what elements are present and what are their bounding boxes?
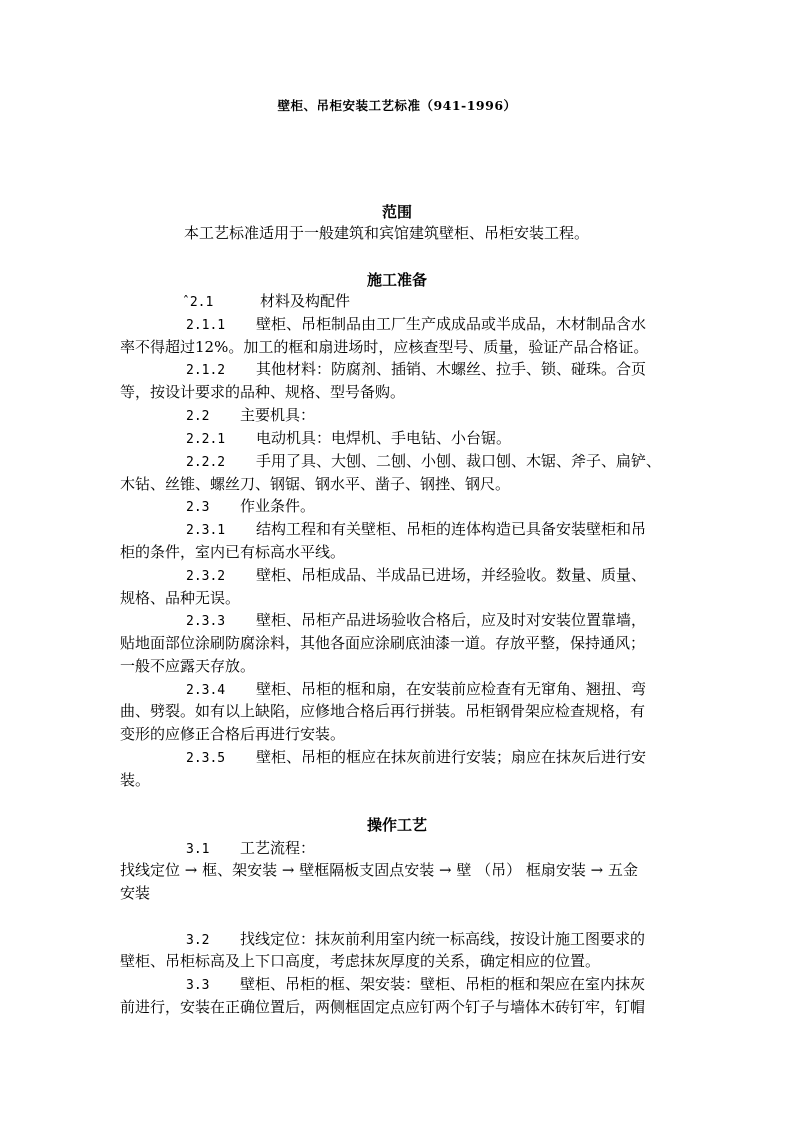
item-number: 2.3	[186, 500, 210, 515]
item-2-3	[186, 495, 315, 519]
item-number: 2.3.5	[186, 751, 226, 766]
item-3-1	[186, 837, 315, 861]
item-2-1-1-cont: 率不得超过12%。加工的框和扇进场时，应核查型号、质量，验证产品合格证。	[120, 338, 649, 356]
item-2-3-2-cont: 规格、品种无误。	[120, 589, 241, 607]
item-text: 其他材料：防腐剂、插销、木螺丝、拉手、锁、碰珠。合页	[256, 360, 647, 378]
item-3-3-cont: 前进行，安装在正确位置后，两侧框固定点应钉两个钉子与墙体木砖钉牢，钉帽	[120, 998, 646, 1016]
item-number: 3.1	[186, 842, 210, 857]
item-2-2-2-cont: 木钻、丝锥、螺丝刀、钢锯、钢水平、凿子、钢挫、钢尺。	[120, 475, 511, 493]
item-number: 2.2.2	[186, 455, 226, 470]
item-number: 2.3.1	[186, 523, 226, 538]
item-2-3-3-cont2: 一般不应露天存放。	[120, 657, 256, 675]
item-text: 手用了具、大刨、二刨、小刨、裁口刨、木锯、斧子、扁铲、	[256, 452, 662, 470]
item-number: 2.2.1	[186, 432, 226, 447]
item-2-3-2	[186, 564, 646, 588]
item-2-3-1	[186, 518, 646, 542]
item-2-3-3-cont: 贴地面部位涂刷防腐涂料，其他各面应涂刷底油漆一道。存放平整，保持通风；	[120, 634, 646, 652]
item-number: 3.2	[186, 933, 210, 948]
item-text: 工艺流程：	[240, 839, 316, 857]
scope-text: 本工艺标准适用于一般建筑和宾馆建筑壁柜、吊柜安装工程。	[184, 224, 590, 242]
item-2-3-4	[186, 678, 646, 702]
item-3-2-cont: 壁柜、吊柜标高及上下口高度，考虑抹灰厚度的关系，确定相应的位置。	[120, 952, 601, 970]
item-3-3	[186, 973, 645, 997]
item-number: 2.3.2	[186, 569, 226, 584]
item-text: 壁柜、吊柜的框、架安装：壁柜、吊柜的框和架应在室内抹灰	[240, 975, 646, 993]
item-2-1-1	[186, 313, 646, 337]
item-text: 作业条件。	[240, 497, 316, 515]
section-heading-ops: 操作工艺	[366, 816, 427, 834]
item-2-1	[182, 290, 350, 314]
item-2-1-2-cont: 等，按设计要求的品种、规格、型号备购。	[120, 383, 406, 401]
item-text: 电动机具：电焊机、手电钻、小台锯。	[256, 429, 512, 447]
item-2-2-1	[186, 427, 511, 451]
item-2-1-2	[186, 358, 646, 382]
item-number: 2.3.3	[186, 614, 226, 629]
item-2-3-5	[186, 746, 646, 770]
section-heading-prep: 施工准备	[366, 271, 427, 289]
item-3-2	[186, 928, 645, 952]
item-2-3-3	[186, 609, 646, 633]
item-number: ˆ2.1	[182, 295, 214, 310]
item-number: 2.1.1	[186, 318, 226, 333]
item-2-2-2	[186, 450, 661, 474]
item-text: 结构工程和有关壁柜、吊柜的连体构造已具备安装壁柜和吊	[256, 520, 647, 538]
item-text: 壁柜、吊柜产品进场验收合格后，应及时对安装位置靠墙，	[256, 611, 647, 629]
section-heading-scope: 范围	[381, 203, 412, 221]
item-text: 找线定位：抹灰前利用室内统一标高线，按设计施工图要求的	[240, 930, 646, 948]
item-text: 主要机具：	[240, 406, 316, 424]
item-number: 2.1.2	[186, 363, 226, 378]
item-text: 材料及构配件	[260, 292, 351, 310]
process-flow: 找线定位 → 框、架安装 → 壁框隔板支固点安装 → 壁 （吊） 框扇安装 → 五金	[120, 861, 638, 879]
item-2-3-1-cont: 柜的条件，室内已有标高水平线。	[120, 543, 346, 561]
process-flow-cont: 安装	[120, 884, 151, 902]
item-2-3-4-cont2: 变形的应修正合格后再进行安装。	[120, 725, 346, 743]
document-title: 壁柜、吊柜安装工艺标准（941-1996）	[277, 98, 517, 113]
item-2-3-5-cont: 装。	[120, 771, 151, 789]
item-number: 2.2	[186, 409, 210, 424]
item-2-3-4-cont: 曲、劈裂。如有以上缺陷，应修地合格后再行拼装。吊柜钢骨架应检查规格，有	[120, 702, 646, 720]
item-text: 壁柜、吊柜的框应在抹灰前进行安装；扇应在抹灰后进行安	[256, 748, 647, 766]
item-text: 壁柜、吊柜的框和扇，在安装前应检查有无窜角、翘扭、弯	[256, 680, 647, 698]
item-text: 壁柜、吊柜成品、半成品已进场，并经验收。数量、质量、	[256, 566, 647, 584]
item-number: 3.3	[186, 978, 210, 993]
item-number: 2.3.4	[186, 683, 226, 698]
item-2-2	[186, 404, 315, 428]
item-text: 壁柜、吊柜制品由工厂生产成成品或半成品，木材制品含水	[256, 315, 647, 333]
